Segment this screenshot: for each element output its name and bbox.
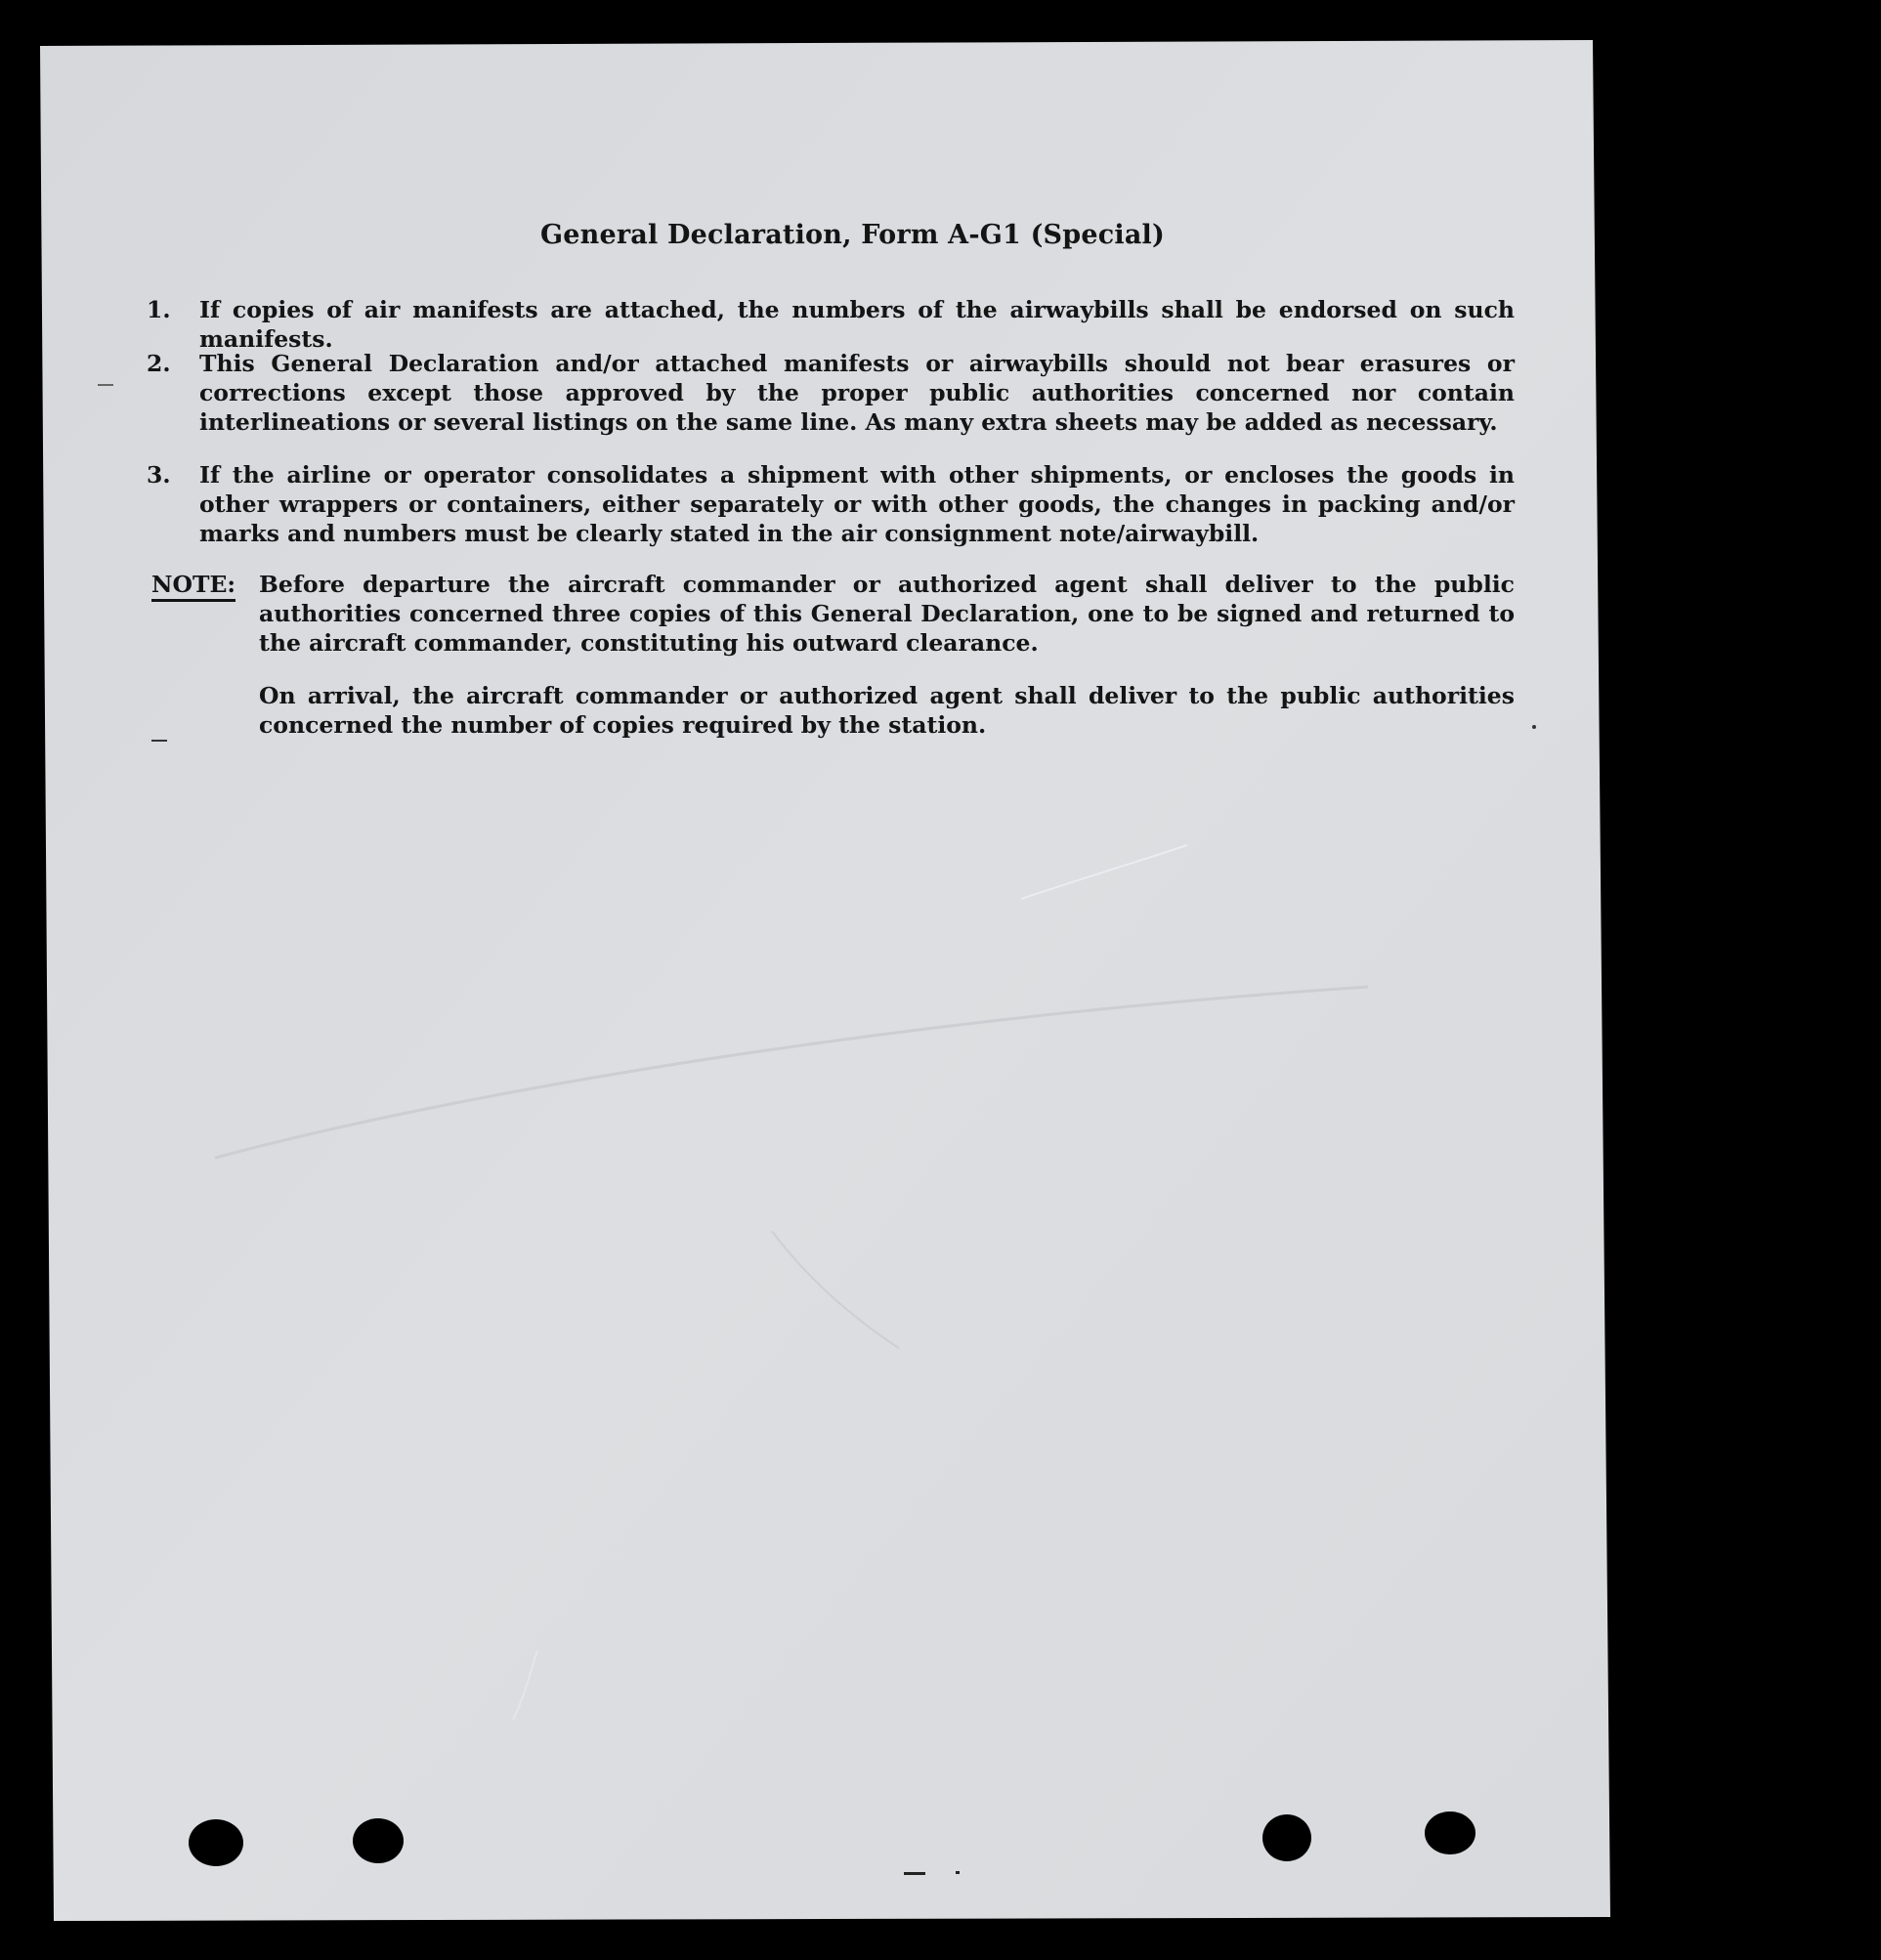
note-paragraph: Before departure the aircraft commander or authorized agent shall deliver to the public authorities concerned three copies of this General Declaration, one to be signed and returned to the aircraft commander, constituting his outward clearance. [259, 571, 1515, 657]
item-text: This General Declaration and/or attached manifests or airwaybills should not bear erasures or corrections except those approved by the proper public authorities concerned nor contain interlineations or several listings on the same line. As many extra sheets may be added as necessary. [199, 350, 1515, 436]
item-number: 1. [147, 296, 171, 323]
document-title: General Declaration, Form A-G1 (Special) [540, 220, 1165, 250]
item-text: If the airline or operator consolidates a shipment with other shipments, or encloses the goods in other wrappers or containers, either separately or with other goods, the changes in packing and/or marks and numbers must be clearly stated in the air consignment note/airwaybill. [199, 461, 1515, 547]
note-label: NOTE: [151, 570, 235, 602]
note-paragraph: On arrival, the aircraft commander or authorized agent shall deliver to the public authorities concerned the number of copies required by the station. [259, 682, 1515, 739]
item-number: 2. [147, 350, 171, 377]
item-number: 3. [147, 461, 171, 489]
item-text: If copies of air manifests are attached, the numbers of the airwaybills shall be endorsed on such manifests. [199, 296, 1515, 353]
